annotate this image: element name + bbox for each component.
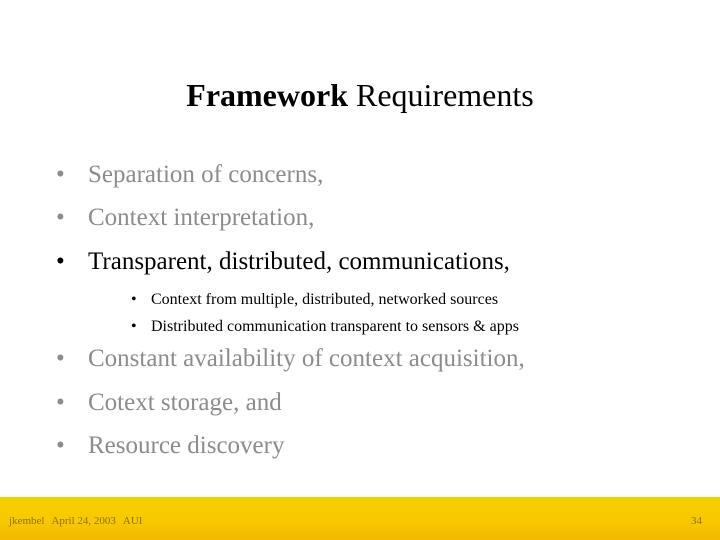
- bullet-3: [56, 247, 510, 277]
- bullet-text: Separation of concerns,: [88, 161, 324, 188]
- bullet-dot: •: [56, 248, 65, 275]
- bullet-6: [56, 431, 284, 461]
- title-bold: Framework: [186, 77, 348, 113]
- bullet-dot: •: [56, 161, 65, 188]
- footer-course: AUI: [122, 515, 143, 527]
- bullet-5: [56, 388, 282, 418]
- bullet-dot: •: [56, 204, 65, 231]
- bullet-1: [56, 160, 323, 190]
- footer-author: jkembel: [9, 515, 45, 527]
- bullet-text: Constant availability of context acquisition,: [88, 345, 525, 372]
- sub-bullet-text: Distributed communication transparent to sensors & apps: [151, 318, 519, 335]
- bullet-2: [56, 203, 314, 233]
- footer-bar: [0, 497, 720, 540]
- sub-bullet-2: [131, 317, 519, 337]
- bullet-text: Transparent, distributed, communications,: [88, 248, 510, 275]
- bullet-dot: •: [56, 432, 65, 459]
- bullet-text: Context interpretation,: [88, 204, 315, 231]
- bullet-dot: •: [131, 318, 137, 335]
- title-rest: Requirements: [347, 77, 534, 113]
- page-number: 34: [691, 515, 702, 527]
- sub-bullet-1: [131, 290, 498, 310]
- footer-info: [9, 515, 149, 527]
- bullet-dot: •: [56, 389, 65, 416]
- bullet-dot: •: [131, 291, 137, 308]
- sub-bullet-text: Context from multiple, distributed, networked sources: [151, 291, 499, 308]
- slide-title: [0, 75, 720, 115]
- bullet-4: [56, 344, 525, 374]
- bullet-text: Cotext storage, and: [88, 389, 282, 416]
- bullet-text: Resource discovery: [88, 432, 285, 459]
- bullet-dot: •: [56, 345, 65, 372]
- footer-date: April 24, 2003: [51, 515, 116, 527]
